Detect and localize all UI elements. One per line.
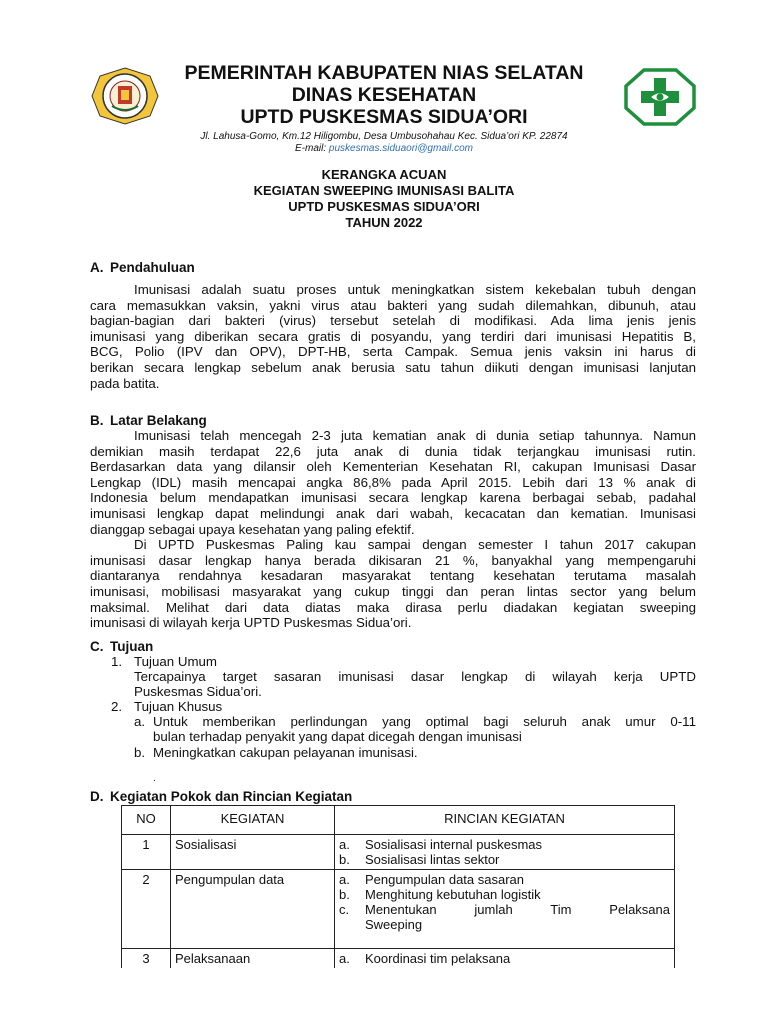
list-item: Tujuan Khusus	[134, 699, 223, 714]
col-header-rincian: RINCIAN KEGIATAN	[335, 806, 675, 835]
rincian-text: Sosialisasi internal puskesmas	[365, 837, 543, 852]
rincian-text: Koordinasi tim pelaksana	[365, 951, 511, 966]
rincian-text: Sosialisasi lintas sektor	[365, 852, 500, 867]
text-line: Meningkatkan cakupan pelayanan imunisasi.	[153, 745, 418, 760]
section-a-paragraph	[90, 282, 696, 391]
section-d-heading	[90, 789, 352, 805]
rincian-marker: c.	[339, 902, 350, 917]
list-item: Tujuan Umum	[134, 654, 218, 669]
row-no: 1	[122, 835, 171, 870]
section-c-heading	[90, 639, 153, 655]
text-line: Imunisasi adalah suatu proses untuk meningkatkan sistem kekebalan tubuh dengan	[134, 282, 696, 297]
rincian-marker: a.	[339, 872, 350, 887]
text-line: imunisasi lengkap dapat melindungi anak dari wabah, kecacatan dan kematian. Imunisasi	[90, 505, 696, 521]
text-line: imunisasi di wilayah kerja UPTD Puskesmas Sidua’ori.	[90, 615, 412, 631]
text-line: Puskesmas Sidua’ori.	[134, 684, 262, 699]
section-b-title: Latar Belakang	[110, 413, 207, 428]
row-kegiatan: Pengumpulan data	[171, 870, 335, 949]
table-row	[122, 870, 675, 949]
section-a-heading	[90, 260, 195, 276]
row-kegiatan: Pelaksanaan	[171, 949, 335, 969]
rincian-item-cont	[339, 917, 670, 932]
text-line: bulan terhadap penyakit yang dapat dicegah dengan imunisasi	[153, 729, 522, 744]
list-number: 1.	[111, 654, 123, 669]
email-link[interactable]: puskesmas.siduaori@gmail.com	[328, 143, 473, 154]
doc-title-4: TAHUN 2022	[345, 215, 423, 230]
activity-table	[121, 805, 675, 968]
doc-title-1: KERANGKA ACUAN	[321, 167, 447, 182]
section-d-title: Kegiatan Pokok dan Rincian Kegiatan	[110, 789, 353, 804]
list-marker: a.	[134, 714, 146, 729]
text-line: pada batita.	[90, 375, 160, 391]
col-header-kegiatan: KEGIATAN	[171, 806, 335, 835]
text-line: Berdasarkan data yang dilansir oleh Kementerian Kesehatan RI, cakupan Imunisasi Dasar	[90, 459, 696, 475]
rincian-marker: b.	[339, 887, 350, 902]
section-c-letter: C.	[90, 639, 104, 654]
row-no: 2	[122, 870, 171, 949]
table-row	[122, 949, 675, 969]
stray-dot: .	[153, 773, 156, 784]
text-line: diantaranya rendahnya kesadaran masyarakat tentang kesehatan terutama masalah	[90, 568, 696, 584]
section-a-title: Pendahuluan	[110, 260, 195, 275]
text-line: imunisasi yang diberikan secara gratis di posyandu, yang terdiri dari imunisasi Hepatitis B,	[90, 328, 696, 344]
row-rincian	[335, 949, 675, 969]
header-line-2: DINAS KESEHATAN	[291, 84, 477, 106]
rincian-item	[339, 951, 670, 966]
row-kegiatan: Sosialisasi	[171, 835, 335, 870]
section-b-letter: B.	[90, 413, 104, 428]
rincian-item	[339, 887, 670, 902]
text-line: imunisasi dasar lengkap hanya berada dikisaran 21 %, banyakhal yang mempengaruhi	[90, 552, 696, 568]
text-line: Lengkap (IDL) masih mencapai angka 86,8% pada April 2015. Lebih dari 13 % anak di	[90, 474, 696, 490]
header-address: Jl. Lahusa-Gomo, Km.12 Hiligombu, Desa Umbusohahau Kec. Sidua’ori KP. 22874	[200, 131, 568, 142]
section-b-heading	[90, 413, 207, 429]
rincian-item	[339, 837, 670, 852]
rincian-text: Pengumpulan data sasaran	[365, 872, 525, 887]
text-line: berikan secara lengkap sebelum anak berusia satu tahun diikuti dengan imunisasi lanjutan	[90, 359, 696, 375]
row-rincian	[335, 835, 675, 870]
text-line: demikian masih terdapat 22,6 juta anak di dunia tidak terjangkau imunisasi rutin.	[90, 443, 696, 459]
rincian-text: Sweeping	[365, 917, 423, 932]
doc-title-3: UPTD PUSKESMAS SIDUA’ORI	[288, 199, 480, 214]
text-line: Indonesia belum mendapatkan imunisasi secara lengkap karena berbagai sebab, padahal	[90, 490, 696, 506]
list-number: 2.	[111, 699, 123, 714]
rincian-text: Menghitung kebutuhan logistik	[365, 887, 541, 902]
email-label: E-mail:	[295, 143, 327, 154]
col-header-no: NO	[122, 806, 171, 835]
text-line: BCG, Polio (IPV dan OPV), DPT-HB, serta Campak. Semua jenis vaksin ini harus di	[90, 344, 696, 360]
text-line: maksimal. Melihat dari data diatas maka dirasa perlu diadakan kegiatan sweeping	[90, 599, 696, 615]
text-line: Untuk memberikan perlindungan yang optimal bagi seluruh anak umur 0-11	[153, 714, 696, 729]
section-a-letter: A.	[90, 260, 104, 275]
rincian-text: Menentukan jumlah Tim Pelaksana	[365, 902, 670, 917]
section-b-paragraph	[90, 428, 696, 631]
table-header-row	[122, 806, 675, 835]
list-marker: b.	[134, 745, 146, 760]
rincian-item	[339, 872, 670, 887]
text-line: cara memasukkan vaksin, yakni virus atau bakteri yang sudah dilemahkan, dibunuh, atau	[90, 297, 696, 313]
rincian-item	[339, 852, 670, 867]
text-line: dianggap sebagai upaya kesehatan yang paling efektif.	[90, 521, 415, 537]
text-line: Di UPTD Puskesmas Paling kau sampai dengan semester I tahun 2017 cakupan	[134, 537, 696, 553]
rincian-marker: a.	[339, 837, 350, 852]
rincian-marker: b.	[339, 852, 350, 867]
section-c-title: Tujuan	[110, 639, 154, 654]
header-line-3: UPTD PUSKESMAS SIDUA’ORI	[240, 106, 528, 128]
text-line: Tercapainya target sasaran imunisasi dasar lengkap di wilayah kerja UPTD	[134, 669, 696, 684]
doc-title-2: KEGIATAN SWEEPING IMUNISASI BALITA	[253, 183, 515, 198]
section-d-letter: D.	[90, 789, 104, 804]
header-email-line	[0, 143, 768, 155]
rincian-item	[339, 902, 670, 917]
table-row	[122, 835, 675, 870]
rincian-marker: a.	[339, 951, 350, 966]
header-line-1: PEMERINTAH KABUPATEN NIAS SELATAN	[184, 62, 584, 84]
text-line: imunisasi, mobilisasi masyarakat yang cukup tinggi dan peran lintas sector yang belum	[90, 583, 696, 599]
row-rincian	[335, 870, 675, 949]
text-line: Imunisasi telah mencegah 2-3 juta kematian anak di dunia setiap tahunnya. Namun	[134, 428, 696, 443]
text-line: bagian-bagian dari bakteri (virus) tersebut setelah di modifikasi. Ada lima jenis jenis	[90, 313, 696, 329]
row-no: 3	[122, 949, 171, 969]
